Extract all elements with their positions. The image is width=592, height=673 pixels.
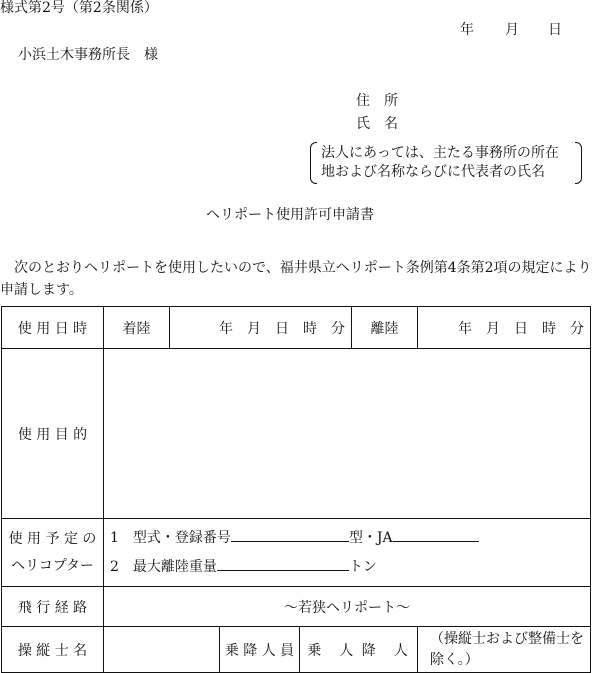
max-takeoff-weight-field[interactable] <box>217 558 349 571</box>
helicopter-label-line-1: 使 用 予 定 の <box>8 530 97 547</box>
landing-datetime-field[interactable]: 年 月 日 時 分 <box>170 307 352 349</box>
passengers-label: 乗 降 人 員 <box>220 627 300 673</box>
applicant-name-label: 氏 名 <box>356 116 398 132</box>
application-statement: 次のとおりヘリポートを使用したいので、福井県立ヘリポート条例第4条第2項の規定により申請します。 <box>0 260 592 298</box>
boarding-counts[interactable]: 乗 人 降 人 <box>300 627 418 673</box>
crew-exclusion-note: （操縦士および整備士を除く。） <box>418 627 591 673</box>
addressee: 小浜土木事務所長 様 <box>18 47 158 63</box>
corporate-note-line-2: 地および名称ならびに代表者の氏名 <box>321 164 545 180</box>
helicopter-row <box>2 519 591 587</box>
helicopter-label <box>2 519 104 587</box>
model-suffix: 型・JA <box>348 530 393 547</box>
corporate-note-line-1: 法人にあっては、主たる事務所の所在 <box>321 145 559 161</box>
date-year-label: 年 <box>460 22 474 38</box>
corporate-note <box>310 142 582 184</box>
model-field[interactable] <box>231 529 349 542</box>
applicant-address-label: 住 所 <box>356 93 398 109</box>
max-takeoff-weight-label: 2 最大離陸重量 <box>110 558 217 575</box>
flight-route-label: 飛 行 経 路 <box>2 587 104 627</box>
helicopter-label-line-2: ヘリコプター <box>11 557 94 574</box>
takeoff-label: 離陸 <box>352 307 418 349</box>
flight-route-row <box>2 587 591 627</box>
document-title: ヘリポート使用許可申請書 <box>206 207 374 223</box>
application-table <box>1 306 591 673</box>
usage-datetime-row <box>2 307 591 349</box>
landing-label: 着陸 <box>104 307 170 349</box>
helicopter-model-line <box>110 527 590 549</box>
helicopter-weight-line <box>110 556 590 578</box>
left-bracket <box>310 142 317 184</box>
usage-purpose-row <box>2 349 591 519</box>
registration-number-field[interactable] <box>393 529 479 542</box>
usage-datetime-label: 使 用 日 時 <box>2 307 104 349</box>
weight-unit: トン <box>348 558 377 575</box>
takeoff-datetime-field[interactable]: 年 月 日 時 分 <box>418 307 591 349</box>
right-bracket <box>575 142 582 184</box>
model-registration-label: 1 型式・登録番号 <box>110 530 231 547</box>
flight-route-value[interactable]: ～若狭ヘリポート～ <box>104 587 591 627</box>
pilot-name-label: 操 縦 士 名 <box>2 627 104 673</box>
usage-purpose-label: 使 用 目 的 <box>2 349 104 519</box>
pilot-name-field[interactable] <box>104 627 220 673</box>
date-day-label: 日 <box>548 22 562 38</box>
usage-purpose-field[interactable] <box>104 349 591 519</box>
form-number: 様式第2号（第2条関係） <box>0 0 158 16</box>
pilot-row <box>2 627 591 673</box>
date-month-label: 月 <box>505 22 519 38</box>
helicopter-details <box>104 519 591 587</box>
